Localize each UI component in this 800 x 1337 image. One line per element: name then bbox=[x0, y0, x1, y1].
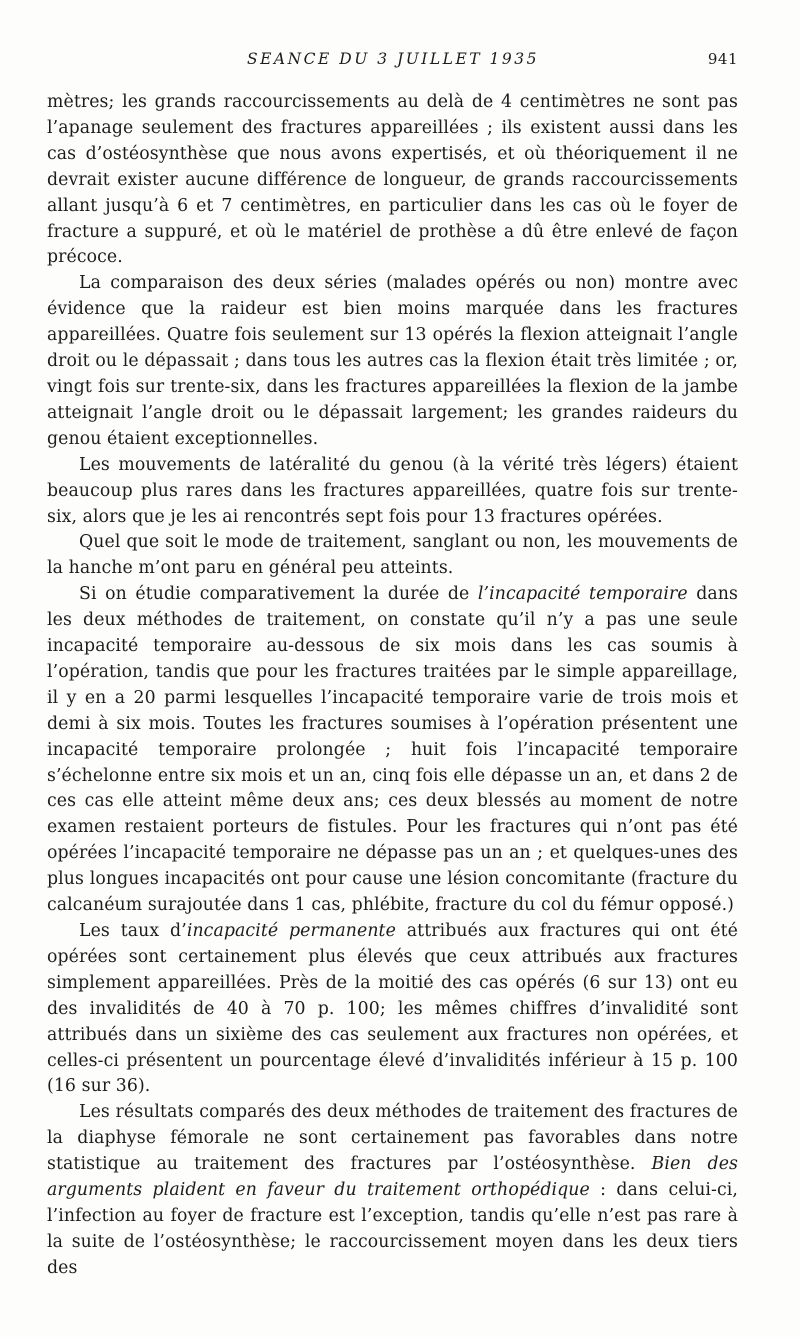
paragraph-continuation: mètres; les grands raccourcissements au delà de 4 centimètres ne sont pas l’apanage seulement des fractures appareillées ; ils existent aussi dans les cas d’ostéosynthèse que nous avons expertisés, et où théoriquement il ne devrait exister aucune différence de longueur, de grands raccourcissements allant jusqu’à 6 et 7 centimètres, en particulier dans les cas où le foyer de fracture a suppuré, et où le matériel de prothèse a dû être enlevé de façon précoce. bbox=[47, 92, 738, 268]
paragraph-hip-movements: Quel que soit le mode de traitement, sanglant ou non, les mouvements de la hanche m’ont paru en général peu atteints. bbox=[47, 532, 738, 579]
page-number: 941 bbox=[707, 50, 738, 68]
emphasis-temporary-incapacity: l’incapacité temporaire bbox=[477, 584, 688, 605]
emphasis-orthopedic-arguments: Bien des arguments plaident en faveur du traitement orthopédique bbox=[47, 1154, 738, 1201]
paragraph-compared-results: Les résultats comparés des deux méthodes de traitement des fractures de la diaphyse fémorale ne sont certainement pas favorables dans notre statistique au traitement des fractures par l’ostéosynthèse. Bien des arguments plaident en faveur du traitement orthopédique : dans celui-ci, l’infection au foyer de fracture est l’exception, tandis qu’elle n’est pas rare à la suite de l’ostéosynthèse; le raccourcissement moyen dans les deux tiers des bbox=[47, 1102, 738, 1278]
paragraph-temporary-incapacity: Si on étudie comparativement la durée de l’incapacité temporaire dans les deux méthodes de traitement, on constate qu’il n’y a pas une seule incapacité temporaire au-dessous de six mois dans les cas soumis à l’opération, tandis que pour les fractures traitées par le simple appareillage, il y en a 20 parmi lesquelles l’incapacité temporaire varie de trois mois et demi à six mois. Toutes les fractures soumises à l’opération présentent une incapacité temporaire prolongée ; huit fois l’incapacité temporaire s’échelonne entre six mois et un an, cinq fois elle dépasse un an, et dans 2 de ces cas elle atteint même deux ans; ces deux blessés au moment de notre examen restaient porteurs de fistules. Pour les fractures qui n’ont pas été opérées l’incapacité temporaire ne dépasse pas un an ; et quelques-unes des plus longues incapacités ont pour cause une lésion concomitante (fracture du calcanéum surajoutée dans 1 cas, phlébite, fracture du col du fémur opposé.) bbox=[47, 584, 738, 916]
running-head: SEANCE DU 3 JUILLET 1935 bbox=[246, 50, 539, 68]
emphasis-permanent-incapacity: incapacité permanente bbox=[186, 921, 396, 941]
paragraph-stiffness-comparison: La comparaison des deux séries (malades opérés ou non) montre avec évidence que la raideur est bien moins marquée dans les fractures appareillées. Quatre fois seulement sur 13 opérés la flexion atteignait l’angle droit ou le dépassait ; dans tous les autres cas la flexion était très limitée ; or, vingt fois sur trente-six, dans les fractures appareillées la flexion de la jambe atteignait l’angle droit ou le dépassait largement; les grandes raideurs du genou étaient exceptionnelles. bbox=[47, 273, 738, 449]
body-text bbox=[47, 90, 738, 1282]
paragraph-lateral-movements: Les mouvements de latéralité du genou (à la vérité très légers) étaient beaucoup plus rares dans les fractures appareillées, quatre fois sur trente-six, alors que je les ai rencontrés sept fois pour 13 fractures opérées. bbox=[47, 454, 738, 527]
paragraph-permanent-incapacity: Les taux d’incapacité permanente attribués aux fractures qui ont été opérées sont certainement plus élevés que ceux attribués aux fractures simplement appareillées. Près de la moitié des cas opérés (6 sur 13) ont eu des invalidités de 40 à 70 p. 100; les mêmes chiffres d’invalidité sont attribués dans un sixième des cas seulement aux fractures non opérées, et celles-ci présentent un pourcentage élevé d’invalidités inférieur à 15 p. 100 (16 sur 36). bbox=[47, 921, 738, 1097]
page-header bbox=[48, 50, 738, 74]
